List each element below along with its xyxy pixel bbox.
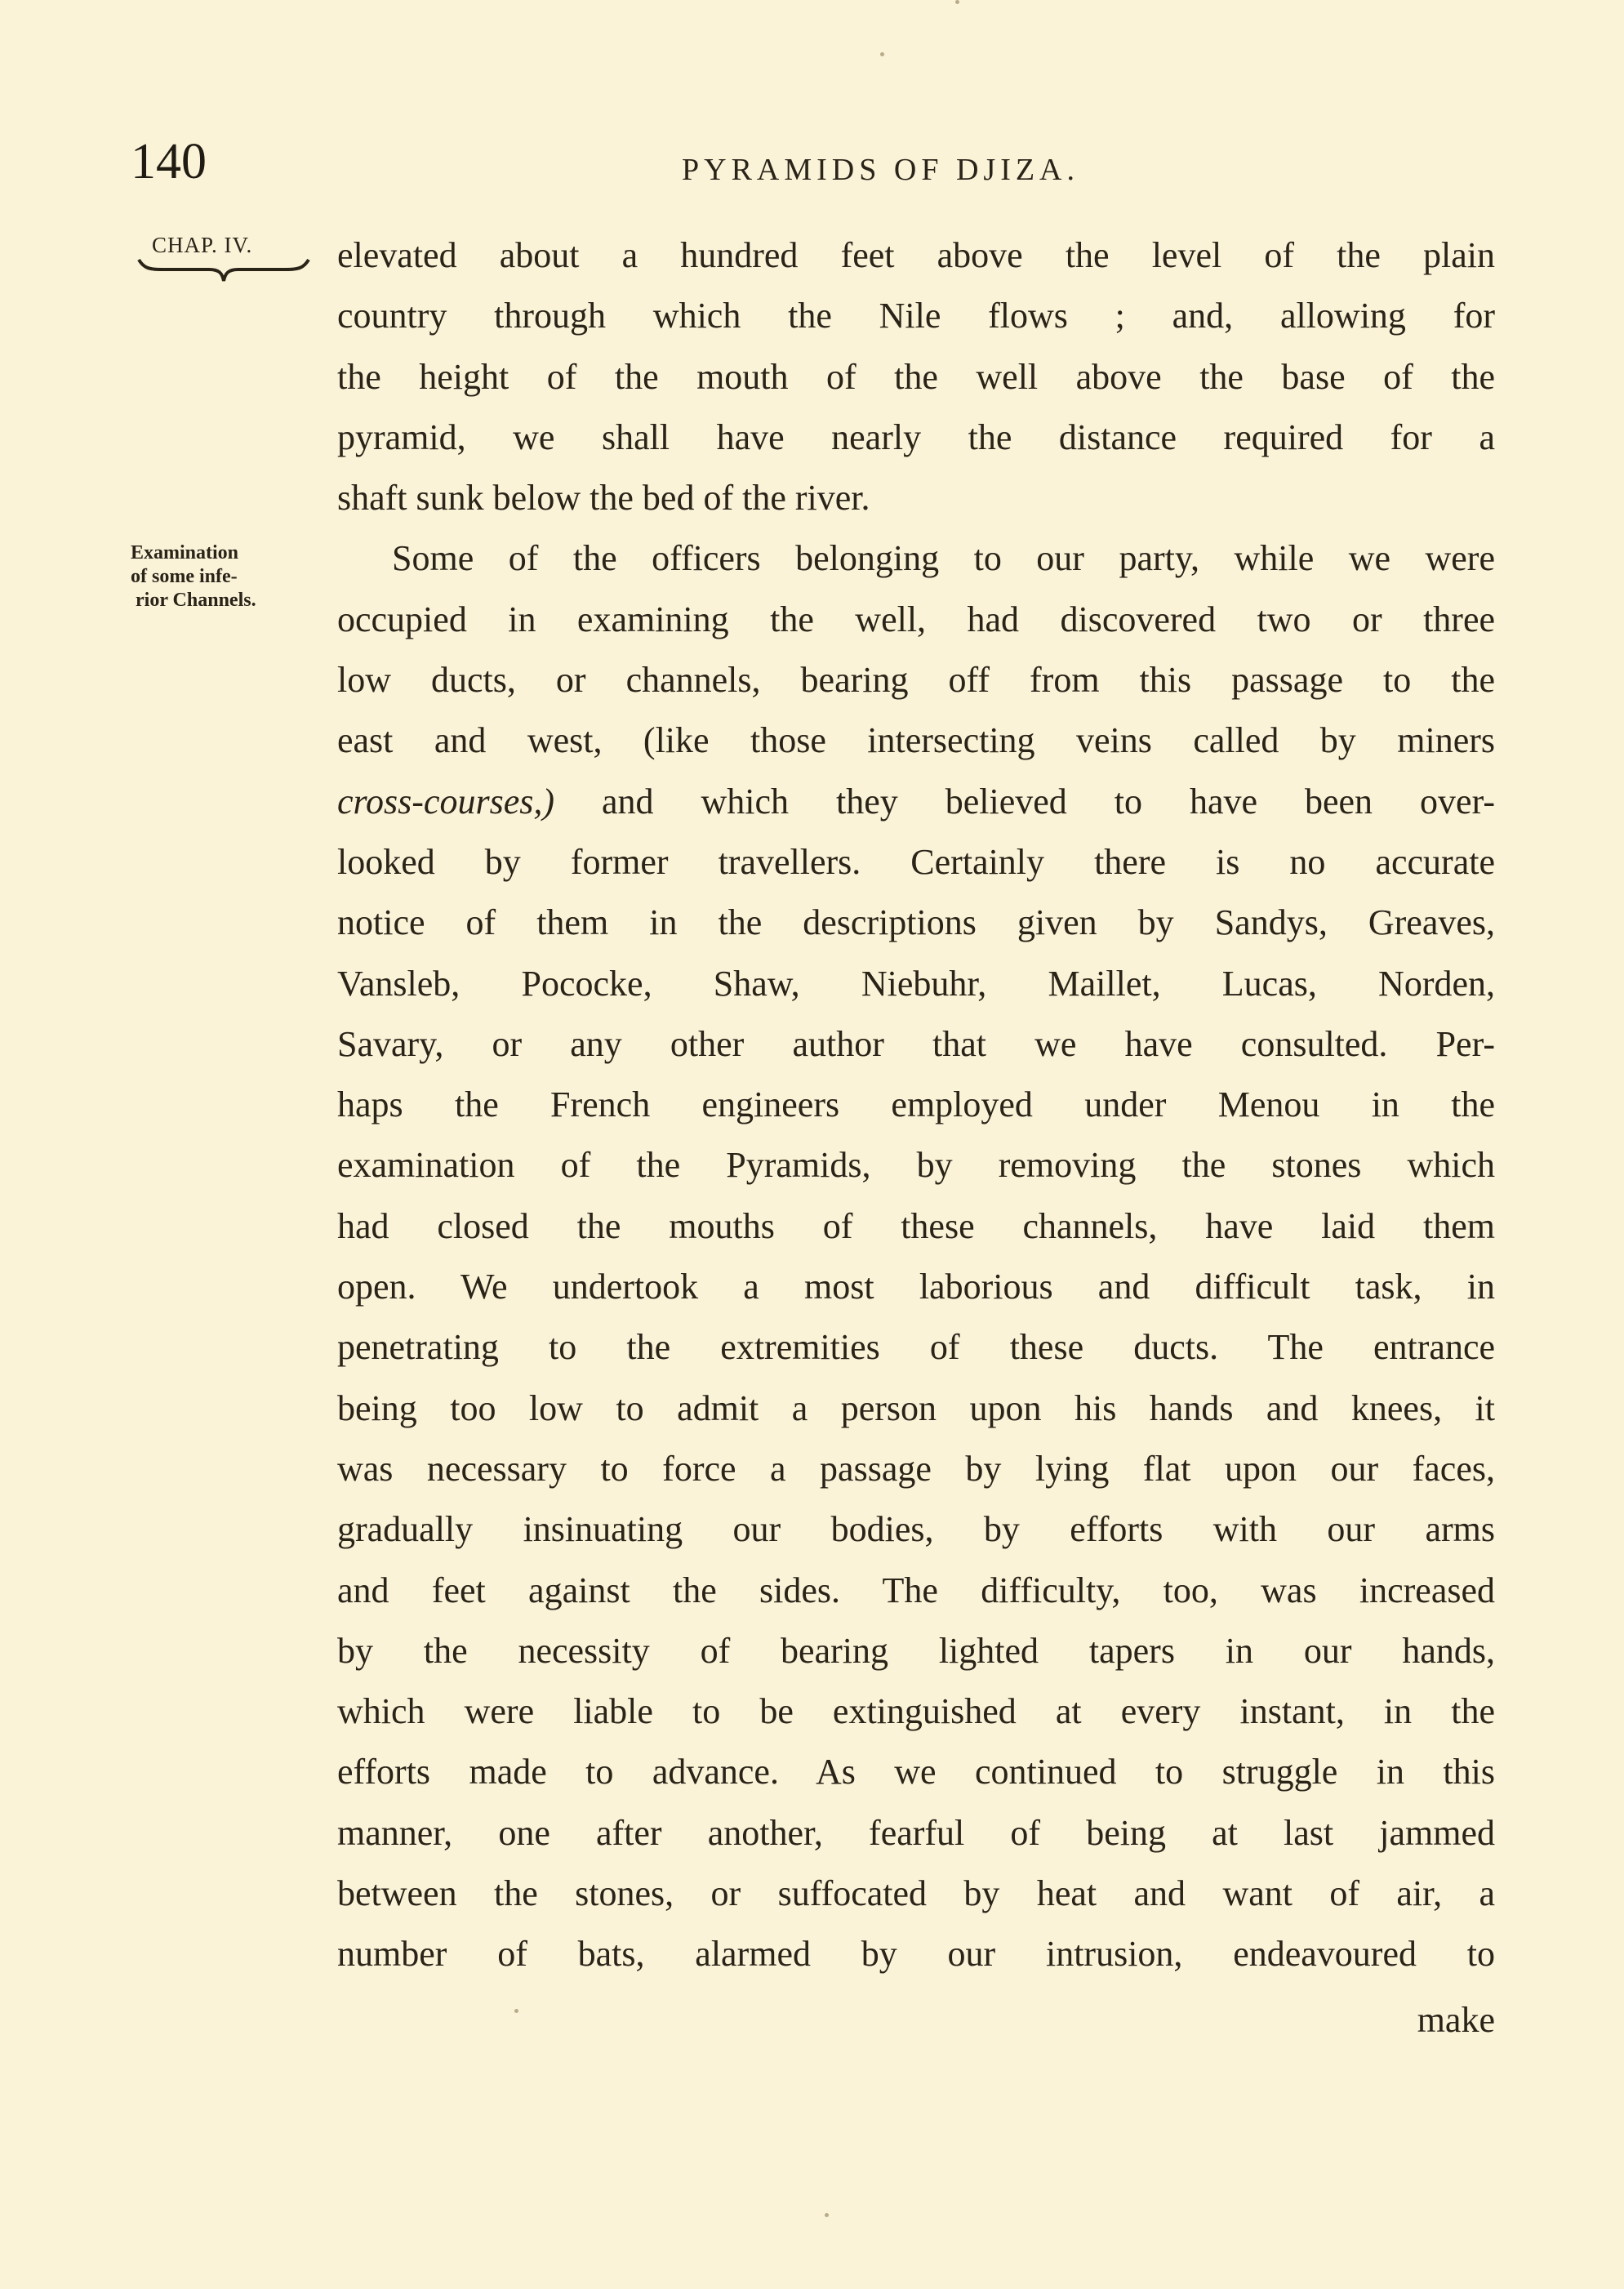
text-line: and feet against the sides. The difficulty, too, was increased (337, 1570, 1495, 1610)
catchword: make (1417, 1999, 1495, 2040)
text-line: Savary, or any other author that we have consulted. Per- (337, 1023, 1495, 1064)
chapter-label: CHAP. IV. (152, 233, 253, 257)
text-line: being too low to admit a person upon his hands and knees, it (337, 1387, 1495, 1428)
text-line: country through which the Nile flows ; and, allowing for (337, 296, 1495, 336)
paper-speck (514, 2009, 518, 2013)
text-line-rest: and which they believed to have been over- (601, 781, 1495, 822)
paper-speck (955, 0, 959, 4)
text-line: occupied in examining the well, had discovered two or three (337, 599, 1495, 639)
side-note-line: of some infe- (131, 566, 238, 587)
text-line: Vansleb, Pococke, Shaw, Niebuhr, Maillet, Lucas, Norden, (337, 963, 1495, 1004)
side-note (131, 541, 318, 612)
running-title: PYRAMIDS OF DJIZA. (682, 153, 1079, 187)
text-line: gradually insinuating our bodies, by efforts with our arms (337, 1509, 1495, 1550)
text-line: the height of the mouth of the well above the base of the (337, 356, 1495, 397)
text-line: Some of the officers belonging to our party, while we were (392, 538, 1495, 579)
text-line: elevated about a hundred feet above the level of the plain (337, 235, 1495, 275)
side-note-line: Examination (131, 542, 239, 563)
paper-speck (880, 52, 884, 56)
text-line: notice of them in the descriptions given by Sandys, Greaves, (337, 902, 1495, 943)
text-line: looked by former travellers. Certainly there is no accurate (337, 841, 1495, 882)
text-line: open. We undertook a most laborious and difficult task, in (337, 1267, 1495, 1307)
text-line: had closed the mouths of these channels, have laid them (337, 1205, 1495, 1246)
text-line: which were liable to be extinguished at every instant, in the (337, 1691, 1495, 1732)
text-line: low ducts, or channels, bearing off from this passage to the (337, 660, 1495, 701)
text-line: efforts made to advance. As we continued to struggle in this (337, 1752, 1495, 1792)
text-line: by the necessity of bearing lighted tapers in our hands, (337, 1630, 1495, 1671)
side-note-line: rior Channels. (136, 590, 256, 611)
text-line: between the stones, or suffocated by heat and want of air, a (337, 1873, 1495, 1914)
body-text (337, 225, 1495, 2051)
chapter-brace-icon (137, 256, 310, 289)
text-line: penetrating to the extremities of these ducts. The entrance (337, 1327, 1495, 1368)
text-line-mixed (337, 772, 1495, 832)
text-line: number of bats, alarmed by our intrusion, endeavoured to (337, 1934, 1495, 1975)
text-line: manner, one after another, fearful of being at last jammed (337, 1812, 1495, 1853)
text-line: examination of the Pyramids, by removing the stones which (337, 1145, 1495, 1186)
page-number: 140 (131, 134, 207, 189)
text-line: east and west, (like those intersecting veins called by miners (337, 720, 1495, 761)
text-line: was necessary to force a passage by lying flat upon our faces, (337, 1448, 1495, 1489)
italic-term: cross-courses,) (337, 781, 554, 822)
text-line: haps the French engineers employed under Menou in the (337, 1084, 1495, 1125)
text-line: pyramid, we shall have nearly the distance required for a (337, 416, 1495, 457)
paper-speck (825, 2213, 829, 2217)
text-line: shaft sunk below the bed of the river. (337, 478, 870, 519)
